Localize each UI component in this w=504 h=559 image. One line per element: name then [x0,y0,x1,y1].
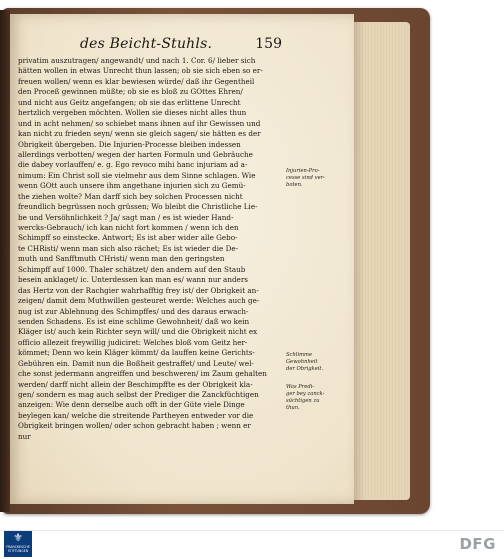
running-title: des Beicht-Stuhls. [80,36,213,52]
logo-label: FRANCKESCHE STIFTUNGEN [6,545,30,553]
margin-note-line: süchtigen zu [286,398,320,404]
text-line: besein anklaget/ ic. Unterdessen kan man es/ wann nur anders [18,275,248,285]
text-line: te CHRisti/ wenn man sich also rächet; Es ist wieder die De- [18,243,239,253]
text-line: kömmet; Denn wo kein Kläger kömmt/ da lauffen keine Gerichts- [18,348,255,358]
text-line: senden Schadens. Es ist eine schlime Gewohnheit/ daß wo kein [18,316,250,326]
text-line: den Proceß gewinnen müßte; ob sie es bloß zu GOttes Ehren/ [18,87,243,97]
text-line: hätten wollen in etwas Unrecht thun lassen; ob sie sich eben so er- [18,66,263,76]
text-line: allerdings verbotten/ wegen der harten Formuln und Gebräuche [18,149,253,159]
text-line: anzeigen: Wie denn derselbe auch offt in der Güte viele Dinge [18,400,245,410]
text-line: beylegen kan/ welche die streitende Partheyen entweder vor die [18,410,254,420]
text-line: freuen wollen/ wenn es klar bewiesen würde/ daß ihr Gegentheil [18,76,255,86]
page-header [80,36,282,52]
text-line: officio allezeit freywillig judiciret: Welches bloß vom Geitz her- [18,337,248,347]
text-line: hertzlich vergeben möchten. Wollen sie dieses nicht alles thun [18,108,247,118]
margin-note-prediger [286,384,352,412]
text-line: nur [18,431,31,441]
margin-note-line: cesse sind ver- [286,175,325,181]
text-line: und nicht aus Geitz angefangen; ob sie das erlittene Unrecht [18,97,241,107]
book-spine [0,10,10,512]
institution-logo-icon: ⚜ [13,531,23,544]
text-line: the ziehen wolte? Man darff sich bey solchen Processen nicht [18,191,243,201]
text-line: kan nicht zu frieden seyn/ wenn sie gleich sagen/ sie hätten es der [18,129,261,139]
book-page [10,14,354,504]
text-line: Obrigkeit übergeben. Die Injurien-Processe bleiben indessen [18,139,241,149]
text-line: Kläger ist/ auch kein Richter seyn will/ und die Obrigkeit nicht ex [18,327,258,337]
text-line: zeigen/ damit dem Muthwillen gesteuret werde: Welches auch ge- [18,296,260,306]
page-number: 159 [255,36,282,52]
margin-note-line: thun. [286,405,300,411]
text-line: Obrigkeit bringen wollen/ oder schon gebracht haben ; wenn er [18,421,251,431]
body-text [18,56,284,442]
margin-note-line: ger bey zanck- [286,391,325,397]
text-line: gen/ sondern es mag auch selbst der Prediger die Zanckfüchtigen [18,390,259,399]
margin-note-line: Schlimme [286,352,313,358]
text-line: werden/ darff nicht allein der Beschimpffte es der Obrigkeit kla- [18,379,253,389]
text-line: nug ist zur Ablehnung des Schimpffes/ und des daraus erwach- [18,306,249,316]
viewer-footer [0,530,504,559]
margin-note-line: Gewohnheit [286,359,318,365]
margin-note-line: Was Predi- [286,384,315,390]
text-line: privatim auszutragen/ angewandt/ und nach 1. Cor. 6/ lieber sich [18,56,256,65]
text-line: die dabey vorlauffen/ e. g. Ego revoco mihi hanc injuriam ad a- [18,160,248,170]
text-line: muth und Sanfftmuth CHristi/ wenn man den geringsten [18,254,225,264]
text-line: das Hertz von der Rachgier wahrhafftig frey ist/ der Obrigkeit an- [18,285,259,295]
dfg-logo[interactable]: DFG [459,535,496,553]
text-line: nimum: Ein Christ soll sie vielmehr aus dem Sinne schlagen. Wie [18,170,256,180]
text-line: freundlich begrüssen noch grüssen; Wo bleibt die Christliche Lie- [18,202,258,212]
margin-note-line: Injurien-Pro- [286,168,320,174]
institution-logo[interactable] [4,531,32,557]
text-line: Schimpff auf 1000. Thaler schätzet/ den andern auf den Staub [18,264,246,274]
text-line: Schimpff so einstecke. Antwort; Es ist aber wider alle Gebo- [18,233,238,243]
margin-note-gewohnheit [286,352,352,373]
margin-note-line: boten. [286,182,303,188]
margin-note-line: der Obrigkeit. [286,366,324,372]
text-line: wercks-Gebrauch/ ich kan nicht fort kommen / wenn ich den [18,223,239,232]
text-line: be und Versöhnlichkeit ? Ja/ sagt man / es ist wieder Hand- [18,212,234,222]
text-line: und in acht nehmen/ so schiebet mans ihnen auf ihr Gewissen und [18,118,261,128]
text-line: che sonst jedermann angreiffen und beschweren/ im Zaum gehalten [18,369,267,379]
margin-note-injurien [286,168,352,189]
text-line: Gebühren ein. Damit nun die Boßheit gestraffet/ und Leute/ wel- [18,358,254,368]
text-line: wenn GOtt auch unsere ihm angethane injurien sich zu Gemü- [18,181,246,191]
